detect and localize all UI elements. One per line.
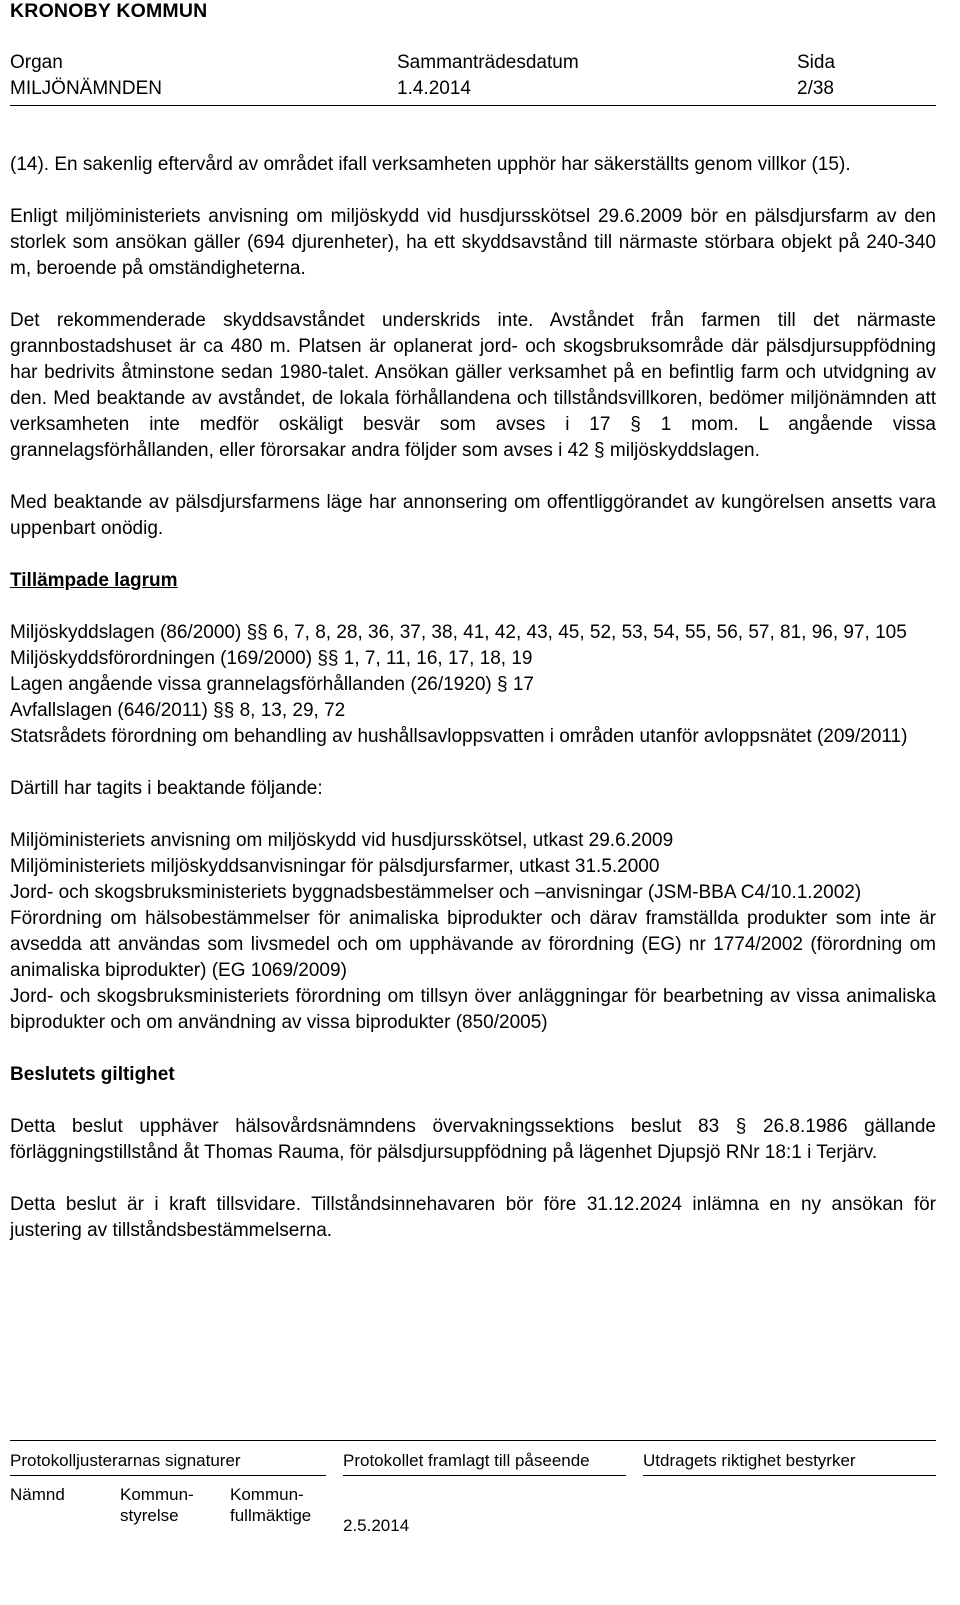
paragraph: Detta beslut upphäver hälsovårdsnämndens övervakningssektions beslut 83 § 26.8.1986 gällande förläggningstillstånd åt Thomas Rauma, för pälsdjursuppfödning på lägenhet Djupsjö RNr 18:1 i Terjärv.	[10, 1116, 936, 1163]
signature-board: Nämnd	[10, 1485, 65, 1504]
paragraph: (14). En sakenlig eftervård av området ifall verksamheten upphör har säkerställts genom villkor (15).	[10, 154, 851, 175]
considered-document: Förordning om hälsobestämmelser för animaliska biprodukter och därav framställda produkter som inte är avsedda att användas som livsmedel och om upphävande av förordning (EG) nr 1774/2002 (förordning om animaliska biprodukter) (EG 1069/2009)	[10, 908, 936, 981]
paragraph: Enligt miljöministeriets anvisning om miljöskydd vid husdjursskötsel 29.6.2009 bör en pälsdjursfarm av den storlek som ansökan gäller (694 djurenheter), ha ett skyddsavstånd till närmaste störbara objekt på 240-340 m, beroende på omständigheterna.	[10, 206, 936, 279]
law-reference: Lagen angående vissa grannelagsförhållanden (26/1920) § 17	[10, 674, 534, 695]
considered-document: Jord- och skogsbruksministeriets förordning om tillsyn över anläggningar för bearbetning av vissa animaliska biprodukter och om användning av vissa biprodukter (850/2005)	[10, 986, 936, 1033]
signatures-label: Protokolljusterarnas signaturer	[10, 1451, 241, 1470]
considered-document: Miljöministeriets anvisning om miljöskydd vid husdjursskötsel, utkast 29.6.2009	[10, 830, 674, 851]
organ-value: MILJÖNÄMNDEN	[10, 78, 163, 99]
footer-sub-divider	[343, 1475, 626, 1476]
paragraph: Detta beslut är i kraft tillsvidare. Tillståndsinnehavaren bör före 31.12.2024 inlämna en ny ansökan för justering av tillståndsbestämmelserna.	[10, 1194, 936, 1241]
signature-council-line1: Kommun-	[230, 1485, 304, 1504]
considered-document: Jord- och skogsbruksministeriets byggnadsbestämmelser och –anvisningar (JSM-BBA C4/10.1.2002)	[10, 882, 862, 903]
section-heading-validity: Beslutets giltighet	[10, 1064, 175, 1085]
posted-label: Protokollet framlagt till påseende	[343, 1451, 590, 1470]
document-body	[10, 152, 936, 1244]
header-divider	[10, 105, 936, 106]
law-reference: Miljöskyddsförordningen (169/2000) §§ 1, 7, 11, 16, 17, 18, 19	[10, 648, 533, 669]
signature-council-line2: fullmäktige	[230, 1506, 312, 1525]
footer-divider	[10, 1440, 936, 1441]
considered-document: Miljöministeriets miljöskyddsanvisningar för pälsdjursfarmer, utkast 31.5.2000	[10, 856, 660, 877]
organ-label: Organ	[10, 52, 63, 73]
law-reference: Statsrådets förordning om behandling av hushållsavloppsvatten i områden utanför avloppsnätet (209/2011)	[10, 726, 908, 747]
meeting-date-label: Sammanträdesdatum	[397, 52, 579, 73]
page-number: 2/38	[797, 78, 834, 99]
paragraph: Med beaktande av pälsdjursfarmens läge har annonsering om offentliggörandet av kungörelsen ansetts vara uppenbart onödig.	[10, 492, 936, 539]
paragraph: Det rekommenderade skyddsavståndet underskrids inte. Avståndet från farmen till det närmaste grannbostadshuset är ca 480 m. Platsen är oplanerat jord- och skogsbruksområde där pälsdjursuppfödning har bedrivits åtminstone sedan 1980-talet. Ansökan gäller verksamhet på en befintlig farm och utvidgning av den. Med beaktande av avståndet, de lokala förhållandena och tillståndsvillkoren, bedömer miljönämnden att verksamheten inte medför oskäligt besvär som avses i 17 § 1 mom. L angående vissa grannelagsförhållanden, eller förorsakar andra följder som avses i 42 § miljöskyddslagen.	[10, 310, 936, 461]
footer-sub-divider	[10, 1475, 326, 1476]
law-reference: Avfallslagen (646/2011) §§ 8, 13, 29, 72	[10, 700, 346, 721]
signature-municipal-board-line2: styrelse	[120, 1506, 179, 1525]
signature-municipal-board-line1: Kommun-	[120, 1485, 194, 1504]
section-heading-applied-laws: Tillämpade lagrum	[10, 570, 178, 591]
organization-name: KRONOBY KOMMUN	[10, 0, 208, 22]
considerations-intro: Därtill har tagits i beaktande följande:	[10, 778, 323, 799]
posted-date: 2.5.2014	[343, 1516, 410, 1535]
page-label: Sida	[797, 52, 836, 73]
footer-sub-divider	[643, 1475, 936, 1476]
extract-certified-label: Utdragets riktighet bestyrker	[643, 1451, 856, 1470]
meeting-date-value: 1.4.2014	[397, 78, 471, 99]
law-reference: Miljöskyddslagen (86/2000) §§ 6, 7, 8, 28, 36, 37, 38, 41, 42, 43, 45, 52, 53, 54, 55, 56, 57, 81, 96, 97, 105	[10, 622, 907, 643]
